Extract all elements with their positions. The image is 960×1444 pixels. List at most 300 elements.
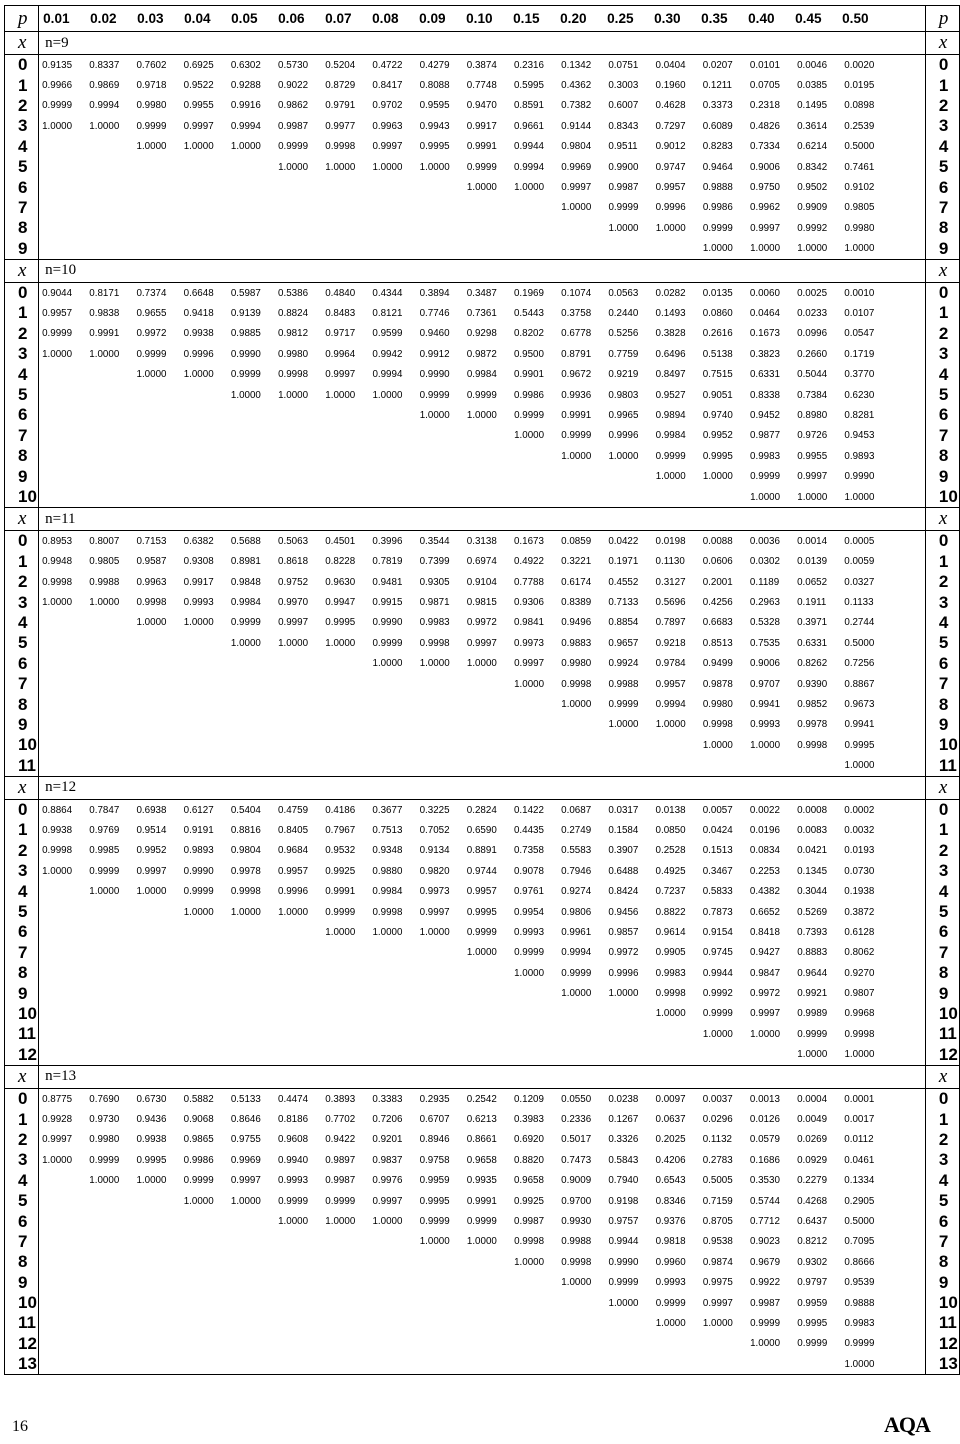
probability-cell: 0.5044 xyxy=(797,369,828,381)
probability-cell: 0.9995 xyxy=(419,141,450,153)
x-value-right: 1 xyxy=(925,552,959,572)
x-value-left: 3 xyxy=(5,344,39,364)
probability-cell: 0.3758 xyxy=(561,307,592,319)
probability-cell: 0.9022 xyxy=(278,80,309,92)
probability-cell: 0.4382 xyxy=(749,886,780,898)
probability-values xyxy=(39,654,926,674)
probability-cell: 0.7473 xyxy=(561,1154,592,1166)
probability-cell: 0.9964 xyxy=(325,348,356,360)
table-row xyxy=(5,385,960,405)
p-value: 0.10 xyxy=(466,11,493,26)
table-row xyxy=(5,218,960,238)
probability-cell: 0.0088 xyxy=(702,535,733,547)
p-value: 0.40 xyxy=(748,11,775,26)
probability-cell: 1.0000 xyxy=(655,719,686,731)
probability-cell: 0.9996 xyxy=(608,430,639,442)
probability-cell: 0.8483 xyxy=(325,307,356,319)
x-value-left: 2 xyxy=(5,841,39,861)
probability-cell: 0.9997 xyxy=(42,1134,73,1146)
probability-cell: 1.0000 xyxy=(561,1277,592,1289)
probability-cell: 1.0000 xyxy=(608,450,639,462)
probability-cell: 0.8417 xyxy=(372,80,403,92)
probability-cell: 0.7819 xyxy=(372,556,403,568)
probability-cell: 1.0000 xyxy=(419,161,450,173)
probability-cell: 0.9999 xyxy=(655,1297,686,1309)
probability-cell: 0.8342 xyxy=(797,161,828,173)
table-row xyxy=(5,799,960,820)
probability-values xyxy=(39,735,926,755)
x-value-right: 11 xyxy=(925,756,959,777)
probability-cell: 0.9987 xyxy=(325,1175,356,1187)
probability-cell: 0.3894 xyxy=(419,287,450,299)
probability-cell: 0.9837 xyxy=(372,1154,403,1166)
probability-cell: 0.9348 xyxy=(372,845,403,857)
probability-cell: 0.4759 xyxy=(278,804,309,816)
table-row xyxy=(5,922,960,942)
probability-cell: 0.8202 xyxy=(513,328,544,340)
x-value-right: 0 xyxy=(925,799,959,820)
probability-cell: 0.2316 xyxy=(513,59,544,71)
probability-cell: 0.8618 xyxy=(278,556,309,568)
probability-cell: 1.0000 xyxy=(750,243,781,255)
probability-cell: 0.6128 xyxy=(844,926,875,938)
probability-cell: 1.0000 xyxy=(466,658,497,670)
probability-cell: 1.0000 xyxy=(136,369,167,381)
probability-cell: 0.9201 xyxy=(372,1134,403,1146)
probability-cell: 0.9815 xyxy=(466,597,497,609)
table-row xyxy=(5,694,960,714)
probability-cell: 0.8864 xyxy=(42,804,73,816)
x-value-right: 8 xyxy=(925,694,959,714)
probability-cell: 0.8816 xyxy=(230,824,261,836)
probability-cell: 0.9218 xyxy=(655,637,686,649)
p-value: 0.01 xyxy=(43,11,70,26)
x-value-left: 2 xyxy=(5,1130,39,1150)
probability-cell: 0.6437 xyxy=(797,1216,828,1227)
x-value-right: 9 xyxy=(925,715,959,735)
probability-cell: 0.9999 xyxy=(608,1277,639,1289)
probability-cell: 0.9068 xyxy=(183,1114,214,1126)
probability-cell: 1.0000 xyxy=(42,1154,73,1166)
probability-cell: 0.9880 xyxy=(372,865,403,877)
probability-cell: 0.9496 xyxy=(561,617,592,629)
probability-cell: 0.0996 xyxy=(797,328,828,340)
probability-cell: 1.0000 xyxy=(608,1297,639,1309)
x-value-right: 5 xyxy=(925,902,959,922)
probability-values xyxy=(39,902,926,922)
probability-cell: 0.9938 xyxy=(183,328,214,340)
probability-cell: 0.8822 xyxy=(655,906,686,918)
n-label: n=10 xyxy=(39,259,926,282)
probability-values xyxy=(39,177,926,197)
probability-cell: 0.7847 xyxy=(89,804,120,816)
probability-cell: 0.9998 xyxy=(230,886,261,898)
probability-cell: 0.4256 xyxy=(702,597,733,609)
probability-cell: 0.4925 xyxy=(655,865,686,877)
x-label-right: x xyxy=(925,776,959,799)
probability-cell: 0.9997 xyxy=(750,1008,781,1020)
probability-values xyxy=(39,344,926,364)
probability-cell: 0.0037 xyxy=(702,1093,733,1105)
probability-cell: 0.2616 xyxy=(702,328,733,340)
probability-cell: 0.9997 xyxy=(419,906,450,918)
p-value: 0.07 xyxy=(325,11,352,26)
probability-cell: 0.9930 xyxy=(561,1216,592,1227)
probability-cell: 0.9925 xyxy=(325,865,356,877)
x-value-left: 7 xyxy=(5,674,39,694)
probability-values xyxy=(39,405,926,425)
probability-cell: 0.1673 xyxy=(749,328,780,340)
x-value-right: 2 xyxy=(925,324,959,344)
probability-cell: 1.0000 xyxy=(702,471,733,483)
probability-cell: 1.0000 xyxy=(419,658,450,670)
probability-cell: 0.9983 xyxy=(844,1317,875,1329)
probability-cell: 0.9139 xyxy=(230,307,261,319)
probability-cell: 1.0000 xyxy=(42,348,73,360)
probability-cell: 0.8171 xyxy=(89,287,120,299)
probability-cell: 0.9973 xyxy=(514,637,544,649)
table-row xyxy=(5,963,960,983)
binomial-cumulative-table xyxy=(4,5,960,1375)
probability-cell: 0.9972 xyxy=(136,328,167,340)
probability-cell: 0.9993 xyxy=(278,1175,309,1187)
probability-cell: 0.9878 xyxy=(702,678,733,690)
x-value-left: 0 xyxy=(5,531,39,552)
x-label-right: x xyxy=(925,259,959,282)
x-value-left: 1 xyxy=(5,820,39,840)
probability-cell: 0.9961 xyxy=(561,926,592,938)
x-value-right: 12 xyxy=(925,1045,959,1066)
table-row xyxy=(5,239,960,260)
probability-cell: 0.0032 xyxy=(844,824,875,836)
probability-cell: 1.0000 xyxy=(325,926,356,938)
probability-cell: 0.9970 xyxy=(278,597,309,609)
p-label-right: p xyxy=(925,6,959,32)
probability-cell: 0.0008 xyxy=(797,804,828,816)
probability-cell: 0.2001 xyxy=(702,576,733,588)
probability-cell: 0.9999 xyxy=(136,348,167,360)
probability-cell: 0.8820 xyxy=(513,1154,544,1166)
probability-cell: 0.1342 xyxy=(561,59,592,71)
probability-cell: 0.7052 xyxy=(419,824,450,836)
probability-cell: 0.0898 xyxy=(844,100,875,112)
probability-cell: 0.0193 xyxy=(844,845,875,857)
x-value-right: 11 xyxy=(925,1024,959,1044)
x-value-right: 7 xyxy=(925,674,959,694)
probability-cell: 0.5138 xyxy=(702,348,733,360)
table-row xyxy=(5,1109,960,1129)
probability-cell: 0.9995 xyxy=(702,450,733,462)
probability-cell: 0.3770 xyxy=(844,369,875,381)
probability-cell: 0.8346 xyxy=(655,1195,686,1207)
probability-cell: 0.9838 xyxy=(89,307,120,319)
probability-cell: 0.5583 xyxy=(561,845,592,857)
probability-cell: 0.4268 xyxy=(797,1195,828,1207)
probability-cell: 0.9820 xyxy=(419,865,450,877)
probability-cell: 0.4922 xyxy=(513,556,544,568)
x-value-left: 7 xyxy=(5,1232,39,1252)
probability-cell: 0.9925 xyxy=(514,1195,544,1207)
x-value-left: 6 xyxy=(5,654,39,674)
probability-cell: 0.9422 xyxy=(325,1134,356,1146)
probability-cell: 0.9862 xyxy=(278,100,309,112)
probability-cell: 0.9991 xyxy=(89,328,120,340)
table-row xyxy=(5,735,960,755)
probability-cell: 0.9191 xyxy=(183,824,214,836)
probability-cell: 1.0000 xyxy=(372,389,403,401)
probability-cell: 0.9988 xyxy=(608,678,639,690)
probability-cell: 0.9957 xyxy=(42,307,73,319)
probability-cell: 0.0834 xyxy=(749,845,780,857)
probability-values xyxy=(39,1130,926,1150)
probability-cell: 0.9538 xyxy=(702,1236,733,1248)
probability-cell: 1.0000 xyxy=(750,491,781,503)
probability-cell: 0.9999 xyxy=(466,389,497,401)
probability-values xyxy=(39,531,926,552)
probability-cell: 0.3044 xyxy=(797,886,828,898)
probability-cell: 0.9999 xyxy=(750,471,781,483)
probability-cell: 0.5000 xyxy=(844,637,875,649)
probability-cell: 0.9999 xyxy=(655,450,686,462)
table-row xyxy=(5,1024,960,1044)
table-row xyxy=(5,344,960,364)
probability-cell: 0.2440 xyxy=(608,307,639,319)
probability-cell: 0.8980 xyxy=(797,409,828,421)
probability-cell: 0.9460 xyxy=(419,328,450,340)
probability-cell: 0.8062 xyxy=(844,947,875,959)
x-value-right: 2 xyxy=(925,96,959,116)
probability-cell: 0.9994 xyxy=(514,161,545,173)
probability-cell: 0.6382 xyxy=(183,535,214,547)
probability-cell: 0.9999 xyxy=(466,161,497,173)
probability-cell: 0.3874 xyxy=(466,59,497,71)
probability-cell: 0.0010 xyxy=(844,287,875,299)
x-value-left: 8 xyxy=(5,1252,39,1272)
x-value-left: 10 xyxy=(5,487,39,508)
probability-cell: 0.8646 xyxy=(230,1114,261,1126)
probability-cell: 0.9999 xyxy=(136,120,167,132)
probability-cell: 0.3677 xyxy=(372,804,403,816)
probability-cell: 0.7515 xyxy=(702,369,733,381)
probability-cell: 0.6174 xyxy=(561,576,592,588)
probability-cell: 0.0547 xyxy=(844,328,875,340)
block-header-row xyxy=(5,1065,960,1088)
x-value-right: 3 xyxy=(925,1150,959,1170)
probability-cell: 0.7256 xyxy=(844,658,875,670)
probability-cell: 0.3544 xyxy=(419,535,450,547)
probability-cell: 0.5987 xyxy=(230,287,261,299)
probability-cell: 0.8513 xyxy=(702,637,733,649)
table-row xyxy=(5,820,960,840)
probability-cell: 0.9998 xyxy=(655,988,686,1000)
probability-cell: 0.5404 xyxy=(230,804,261,816)
table-row xyxy=(5,487,960,508)
probability-cell: 1.0000 xyxy=(702,243,733,255)
probability-cell: 1.0000 xyxy=(42,865,73,877)
probability-cell: 0.9940 xyxy=(278,1154,309,1166)
p-value: 0.08 xyxy=(372,11,399,26)
probability-cell: 0.9865 xyxy=(183,1134,214,1146)
block-header-row xyxy=(5,32,960,55)
probability-cell: 0.8424 xyxy=(608,886,639,898)
probability-cell: 0.9998 xyxy=(278,369,309,381)
probability-cell: 0.0002 xyxy=(844,804,875,816)
x-value-left: 1 xyxy=(5,552,39,572)
table-row xyxy=(5,1293,960,1313)
p-value: 0.03 xyxy=(137,11,164,26)
probability-cell: 0.6938 xyxy=(136,804,167,816)
probability-cell: 0.6214 xyxy=(797,141,828,153)
probability-cell: 0.5005 xyxy=(702,1175,733,1187)
probability-cell: 1.0000 xyxy=(702,1317,733,1329)
probability-cell: 0.6683 xyxy=(702,617,733,629)
probability-cell: 0.0579 xyxy=(749,1134,780,1146)
probability-cell: 0.1911 xyxy=(797,597,827,609)
probability-cell: 0.7133 xyxy=(608,597,639,609)
x-value-left: 3 xyxy=(5,1150,39,1170)
probability-cell: 0.6648 xyxy=(183,287,214,299)
probability-cell: 0.7702 xyxy=(325,1114,356,1126)
probability-cell: 0.9804 xyxy=(561,141,592,153)
x-value-left: 10 xyxy=(5,1004,39,1024)
probability-cell: 0.9972 xyxy=(466,617,497,629)
probability-cell: 0.9978 xyxy=(230,865,261,877)
probability-cell: 0.0196 xyxy=(749,824,780,836)
probability-cell: 0.6007 xyxy=(608,100,639,112)
probability-cell: 0.9944 xyxy=(608,1236,639,1248)
probability-cell: 0.0036 xyxy=(749,535,780,547)
table-row xyxy=(5,654,960,674)
probability-cell: 0.9791 xyxy=(325,100,356,112)
probability-values xyxy=(39,1354,926,1375)
x-value-left: 3 xyxy=(5,116,39,136)
table-row xyxy=(5,116,960,136)
probability-cell: 0.9999 xyxy=(42,100,73,112)
probability-cell: 0.9994 xyxy=(372,369,403,381)
probability-cell: 0.5730 xyxy=(278,59,309,71)
x-value-right: 7 xyxy=(925,1232,959,1252)
probability-cell: 0.9990 xyxy=(844,471,875,483)
probability-cell: 0.0060 xyxy=(749,287,780,299)
probability-cell: 0.1132 xyxy=(702,1134,732,1146)
p-value: 0.15 xyxy=(513,11,540,26)
probability-values xyxy=(39,1334,926,1354)
x-value-left: 8 xyxy=(5,963,39,983)
probability-cell: 0.2025 xyxy=(655,1134,686,1146)
probability-cell: 1.0000 xyxy=(89,597,120,609)
probability-cell: 1.0000 xyxy=(183,369,214,381)
x-value-left: 5 xyxy=(5,157,39,177)
probability-cell: 0.9998 xyxy=(514,1236,545,1248)
probability-values xyxy=(39,137,926,157)
x-value-left: 8 xyxy=(5,446,39,466)
probability-cell: 0.9599 xyxy=(372,328,403,340)
x-value-right: 6 xyxy=(925,654,959,674)
probability-cell: 1.0000 xyxy=(230,637,261,649)
x-label-left: x xyxy=(5,776,39,799)
probability-cell: 0.7940 xyxy=(608,1175,639,1187)
probability-cell: 0.9901 xyxy=(514,369,544,381)
table-row xyxy=(5,1171,960,1191)
probability-cell: 0.1345 xyxy=(797,865,828,877)
probability-cell: 0.9957 xyxy=(278,865,309,877)
p-value: 0.45 xyxy=(795,11,822,26)
probability-cell: 0.9984 xyxy=(372,886,403,898)
probability-cell: 0.5017 xyxy=(561,1134,592,1146)
probability-cell: 0.9997 xyxy=(797,471,828,483)
probability-values xyxy=(39,694,926,714)
probability-cell: 0.9700 xyxy=(561,1195,592,1207)
probability-cell: 0.9989 xyxy=(797,1008,828,1020)
x-value-right: 4 xyxy=(925,881,959,901)
probability-cell: 0.5995 xyxy=(513,80,544,92)
probability-cell: 0.7382 xyxy=(561,100,592,112)
table-row xyxy=(5,1354,960,1375)
probability-cell: 0.0083 xyxy=(797,824,828,836)
probability-cell: 1.0000 xyxy=(372,161,403,173)
x-value-right: 0 xyxy=(925,1088,959,1109)
x-value-left: 8 xyxy=(5,694,39,714)
x-value-left: 0 xyxy=(5,55,39,76)
probability-cell: 0.9527 xyxy=(655,389,686,401)
probability-cell: 0.1960 xyxy=(655,80,686,92)
x-value-right: 8 xyxy=(925,963,959,983)
probability-cell: 0.3487 xyxy=(466,287,497,299)
probability-cell: 0.9023 xyxy=(750,1236,780,1248)
probability-values xyxy=(39,1045,926,1066)
probability-cell: 0.9987 xyxy=(514,1216,545,1227)
probability-cell: 0.5133 xyxy=(230,1093,261,1105)
x-value-left: 5 xyxy=(5,902,39,922)
probability-cell: 0.6920 xyxy=(513,1134,544,1146)
probability-cell: 0.3872 xyxy=(844,906,875,918)
x-value-right: 8 xyxy=(925,1252,959,1272)
probability-cell: 1.0000 xyxy=(230,389,261,401)
table-row xyxy=(5,1045,960,1066)
probability-cell: 0.9991 xyxy=(466,141,497,153)
probability-cell: 0.8121 xyxy=(372,307,403,319)
probability-cell: 0.7873 xyxy=(702,906,733,918)
probability-values xyxy=(39,1191,926,1211)
p-value: 0.35 xyxy=(701,11,728,26)
probability-cell: 0.9997 xyxy=(230,1175,261,1187)
table-row xyxy=(5,756,960,777)
probability-cell: 0.7967 xyxy=(325,824,356,836)
probability-cell: 0.7746 xyxy=(419,307,450,319)
probability-cell: 0.9999 xyxy=(702,222,733,234)
probability-cell: 1.0000 xyxy=(419,409,450,421)
probability-cell: 0.9936 xyxy=(561,389,592,401)
p-values xyxy=(39,6,926,32)
probability-cell: 0.9614 xyxy=(655,926,686,938)
probability-cell: 0.8705 xyxy=(702,1216,733,1227)
p-value: 0.04 xyxy=(184,11,211,26)
probability-cell: 0.0637 xyxy=(655,1114,686,1126)
probability-cell: 0.9805 xyxy=(89,556,120,568)
probability-cell: 0.8186 xyxy=(278,1114,309,1126)
probability-cell: 0.6213 xyxy=(466,1114,497,1126)
probability-cell: 0.9999 xyxy=(561,430,592,442)
probability-cell: 0.9995 xyxy=(797,1317,828,1329)
table-row xyxy=(5,715,960,735)
probability-cell: 1.0000 xyxy=(89,348,120,360)
probability-cell: 0.3530 xyxy=(749,1175,780,1187)
probability-values xyxy=(39,55,926,76)
probability-values xyxy=(39,592,926,612)
probability-cell: 0.7690 xyxy=(89,1093,120,1105)
probability-cell: 1.0000 xyxy=(136,141,167,153)
probability-cell: 0.9938 xyxy=(42,824,73,836)
